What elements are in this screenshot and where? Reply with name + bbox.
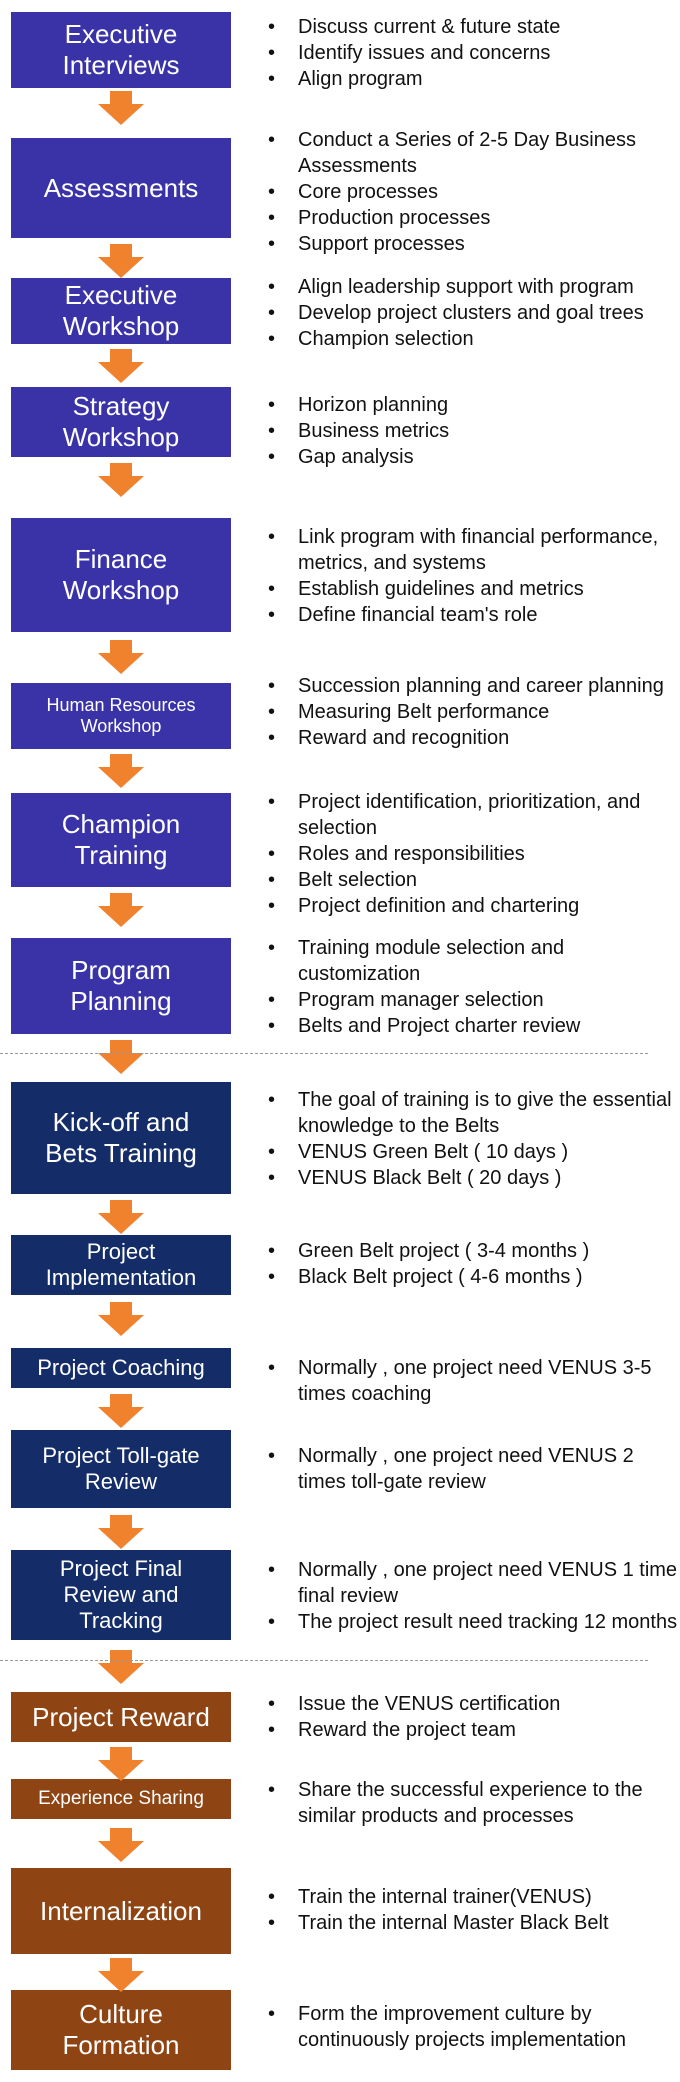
step-bullet-list xyxy=(268,1691,678,1743)
bullet-item: • The project result need tracking 12 months xyxy=(268,1609,678,1635)
down-arrow-icon xyxy=(98,1515,144,1549)
bullet-item: • Align program xyxy=(268,66,678,92)
step-box: Culture Formation xyxy=(11,1990,231,2070)
bullet-item: • Project identification, prioritization, and selection xyxy=(268,789,678,841)
bullet-item: • Identify issues and concerns xyxy=(268,40,678,66)
bullet-item: • Gap analysis xyxy=(268,444,678,470)
bullet-item: • Align leadership support with program xyxy=(268,274,678,300)
down-arrow-icon xyxy=(98,349,144,383)
down-arrow-icon xyxy=(98,893,144,927)
bullet-item: • Training module selection and customization xyxy=(268,935,678,987)
bullet-item: • Normally , one project need VENUS 2 times toll-gate review xyxy=(268,1443,678,1495)
step-bullet-list xyxy=(268,2001,678,2053)
step-bullet-list xyxy=(268,1443,678,1495)
step-bullet-list xyxy=(268,673,678,751)
bullet-item: • Reward the project team xyxy=(268,1717,678,1743)
down-arrow-icon xyxy=(98,1747,144,1781)
step-box: Project Final Review and Tracking xyxy=(11,1550,231,1640)
step-box: Experience Sharing xyxy=(11,1779,231,1819)
step-bullet-list xyxy=(268,14,678,92)
bullet-item: • Form the improvement culture by continuously projects implementation xyxy=(268,2001,678,2053)
step-bullet-list xyxy=(268,524,678,628)
bullet-item: • Establish guidelines and metrics xyxy=(268,576,678,602)
down-arrow-icon xyxy=(98,244,144,278)
bullet-item: • Link program with financial performance, metrics, and systems xyxy=(268,524,678,576)
step-bullet-list xyxy=(268,1884,678,1936)
step-bullet-list xyxy=(268,1557,678,1635)
bullet-item: • Champion selection xyxy=(268,326,678,352)
step-box: Assessments xyxy=(11,138,231,238)
step-box: Project Toll-gate Review xyxy=(11,1430,231,1508)
bullet-item: • Business metrics xyxy=(268,418,678,444)
step-bullet-list xyxy=(268,935,678,1039)
bullet-item: • Train the internal Master Black Belt xyxy=(268,1910,678,1936)
phase-separator xyxy=(0,1053,648,1054)
bullet-item: • Green Belt project ( 3-4 months ) xyxy=(268,1238,678,1264)
step-bullet-list xyxy=(268,789,678,919)
step-box: Project Reward xyxy=(11,1692,231,1742)
step-box: Executive Workshop xyxy=(11,278,231,344)
step-box: Internalization xyxy=(11,1868,231,1954)
step-bullet-list xyxy=(268,1355,678,1407)
step-box: Executive Interviews xyxy=(11,12,231,88)
down-arrow-icon xyxy=(98,1394,144,1428)
bullet-item: • Issue the VENUS certification xyxy=(268,1691,678,1717)
down-arrow-icon xyxy=(98,1828,144,1862)
phase-separator xyxy=(0,1660,648,1661)
bullet-item: • Conduct a Series of 2-5 Day Business Assessments xyxy=(268,127,678,179)
bullet-item: • Develop project clusters and goal trees xyxy=(268,300,678,326)
step-box: Project Coaching xyxy=(11,1348,231,1388)
step-bullet-list xyxy=(268,127,678,257)
bullet-item: • Belts and Project charter review xyxy=(268,1013,678,1039)
down-arrow-icon xyxy=(98,1200,144,1234)
down-arrow-icon xyxy=(98,1302,144,1336)
bullet-item: • Train the internal trainer(VENUS) xyxy=(268,1884,678,1910)
bullet-item: • Succession planning and career planning xyxy=(268,673,678,699)
down-arrow-icon xyxy=(98,463,144,497)
bullet-item: • Share the successful experience to the similar products and processes xyxy=(268,1777,678,1829)
down-arrow-icon xyxy=(98,640,144,674)
step-box: Finance Workshop xyxy=(11,518,231,632)
bullet-item: • Project definition and chartering xyxy=(268,893,678,919)
bullet-item: • Belt selection xyxy=(268,867,678,893)
step-bullet-list xyxy=(268,1087,678,1191)
step-box: Human Resources Workshop xyxy=(11,683,231,749)
step-bullet-list xyxy=(268,392,678,470)
step-bullet-list xyxy=(268,1238,678,1290)
step-box: Project Implementation xyxy=(11,1235,231,1295)
bullet-item: • Measuring Belt performance xyxy=(268,699,678,725)
bullet-item: • The goal of training is to give the essential knowledge to the Belts xyxy=(268,1087,678,1139)
bullet-item: • Normally , one project need VENUS 1 time final review xyxy=(268,1557,678,1609)
bullet-item: • Production processes xyxy=(268,205,678,231)
down-arrow-icon xyxy=(98,1650,144,1684)
step-box: Strategy Workshop xyxy=(11,387,231,457)
bullet-item: • Horizon planning xyxy=(268,392,678,418)
down-arrow-icon xyxy=(98,91,144,125)
bullet-item: • Black Belt project ( 4-6 months ) xyxy=(268,1264,678,1290)
bullet-item: • Normally , one project need VENUS 3-5 times coaching xyxy=(268,1355,678,1407)
bullet-item: • VENUS Green Belt ( 10 days ) xyxy=(268,1139,678,1165)
step-bullet-list xyxy=(268,1777,678,1829)
step-box: Champion Training xyxy=(11,793,231,887)
step-box: Kick-off and Bets Training xyxy=(11,1082,231,1194)
bullet-item: • Define financial team's role xyxy=(268,602,678,628)
step-box: Program Planning xyxy=(11,938,231,1034)
bullet-item: • Discuss current & future state xyxy=(268,14,678,40)
bullet-item: • Reward and recognition xyxy=(268,725,678,751)
down-arrow-icon xyxy=(98,1958,144,1992)
down-arrow-icon xyxy=(98,1040,144,1074)
bullet-item: • Roles and responsibilities xyxy=(268,841,678,867)
bullet-item: • Program manager selection xyxy=(268,987,678,1013)
bullet-item: • VENUS Black Belt ( 20 days ) xyxy=(268,1165,678,1191)
bullet-item: • Core processes xyxy=(268,179,678,205)
bullet-item: • Support processes xyxy=(268,231,678,257)
down-arrow-icon xyxy=(98,754,144,788)
step-bullet-list xyxy=(268,274,678,352)
